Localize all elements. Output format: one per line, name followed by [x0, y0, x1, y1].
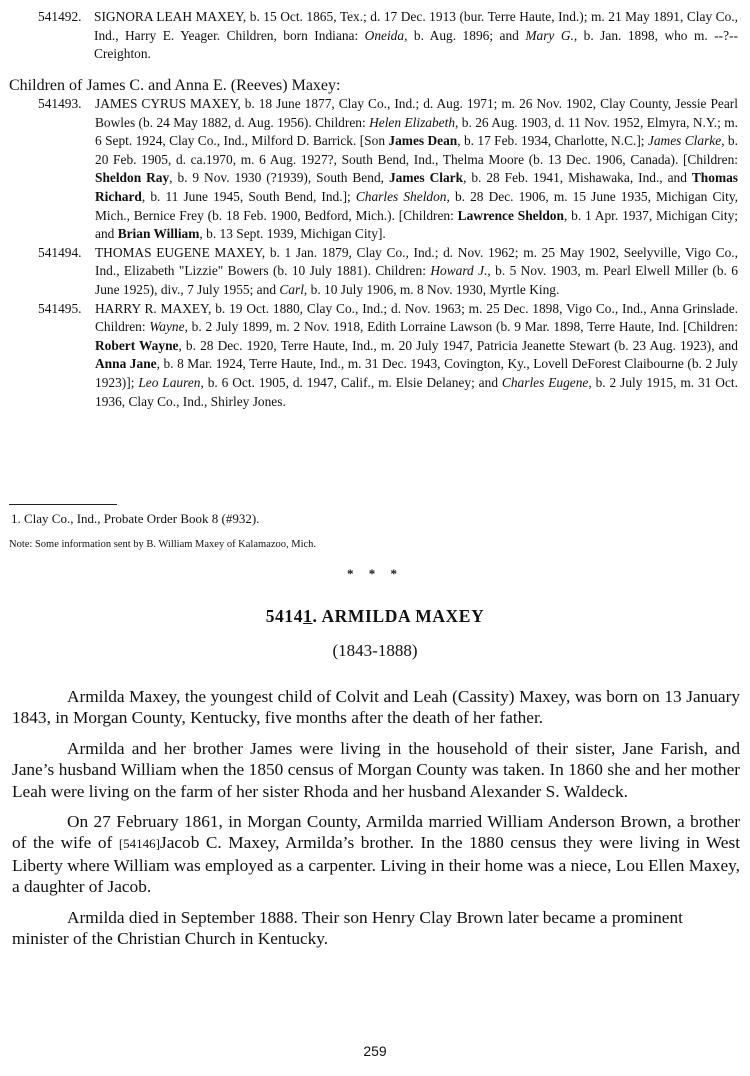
entry-number: 541492. [38, 9, 82, 24]
section-body [12, 686, 740, 958]
section-number-underlined: 1 [303, 606, 313, 626]
genealogy-entry-541493 [38, 95, 738, 244]
body-paragraph: Armilda died in September 1888. Their son Henry Clay Brown later became a prominent minister of the Christian Church in Kentucky. [12, 907, 683, 949]
footnote-rule [9, 504, 117, 505]
genealogy-entry-541494 [38, 244, 738, 300]
footnote: 1. Clay Co., Ind., Probate Order Book 8 (#932). [11, 511, 260, 526]
section-separator: * * * [347, 566, 403, 581]
genealogy-entry-541492 [38, 8, 738, 64]
body-paragraph: Armilda Maxey, the youngest child of Colvit and Leah (Cassity) Maxey, was born on 13 January 1843, in Morgan County, Kentucky, five months after the death of her father. [12, 687, 740, 728]
entry-number: 541494. [38, 244, 82, 260]
section-title [0, 606, 750, 627]
section-years: (1843-1888) [332, 641, 418, 660]
page-number: 259 [363, 1043, 387, 1059]
entry-text: HARRY R. MAXEY, b. 19 Oct. 1880, Clay Co., Ind.; d. Nov. 1963; m. 25 Dec. 1898, Vigo Co., Ind., Anna Grinslade. Children: Wayne, b. 2 July 1899, m. 2 Nov. 1918, Edith Lorraine Lawson (b. 9 Mar. 1898, Terre Haute, Ind. [Children: Robert Wayne, b. 28 Dec. 1920, Terre Haute, Ind., m. 20 July 1947, Patricia Jeanette Stewart (b. 23 Aug. 1923), and Anna Jane, b. 8 Mar. 1924, Terre Haute, Ind., m. 31 Dec. 1943, Covington, Ky., Lovell DeForest Claibourne (b. 2 July 1923)]; Leo Lauren, b. 6 Oct. 1905, d. 1947, Calif., m. Elsie Delaney; and Charles Eugene, b. 2 July 1915, m. 31 Oct. 1936, Clay Co., Ind., Shirley Jones. [95, 300, 739, 409]
body-paragraph: On 27 February 1861, in Morgan County, Armilda married William Anderson Brown, a brother of the wife of [54146]Jacob C. Maxey, Armilda’s brother. In the 1880 census they were living in West Liberty where William was employed as a carpenter. Living in their home was a niece, Lou Ellen Maxey, a daughter of Jacob. [12, 812, 740, 897]
section-title-text: . ARMILDA MAXEY [312, 606, 485, 626]
entry-text: SIGNORA LEAH MAXEY, b. 15 Oct. 1865, Tex.; d. 17 Dec. 1913 (bur. Terre Haute, Ind.); m. 21 May 1891, Clay Co., Ind., Harry E. Yeager. Children, born Indiana: Oneida, b. Aug. 1896; and Mary G., b. Jan. 1898, who m. --?-- Creighton. [94, 9, 738, 62]
section-number-prefix: 5414 [265, 606, 304, 626]
source-note: Note: Some information sent by B. William Maxey of Kalamazoo, Mich. [9, 539, 317, 550]
body-paragraph: Armilda and her brother James were living in the household of their sister, Jane Farish, and Jane’s husband William when the 1850 census of Morgan County was taken. In 1860 she and her mother Leah were living on the farm of her sister Rhoda and her husband Alexander S. Waldeck. [12, 738, 740, 801]
entry-number: 541495. [38, 300, 82, 316]
children-heading: Children of James C. and Anna E. (Reeves) Maxey: [9, 77, 341, 94]
children-list [38, 95, 738, 411]
entry-text: THOMAS EUGENE MAXEY, b. 1 Jan. 1879, Clay Co., Ind.; d. Nov. 1962; m. 25 May 1902, Seelyville, Vigo Co., Ind., Elizabeth "Lizzie" Bowers (b. 10 July 1881). Children: Howard J., b. 5 Nov. 1903, m. Pearl Elwell Miller (b. 6 June 1925), div., 7 July 1955; and Carl, b. 10 July 1906, m. 8 Nov. 1930, Myrtle King. [95, 244, 738, 297]
genealogy-entry-541495 [38, 300, 738, 412]
entry-text: JAMES CYRUS MAXEY, b. 18 June 1877, Clay Co., Ind.; d. Aug. 1971; m. 26 Nov. 1902, Clay County, Jessie Pearl Bowles (b. 24 May 1882, d. Aug. 1956). Children: Helen Elizabeth, b. 26 Aug. 1903, d. 11 Nov. 1952, Elmyra, N.Y.; m. 6 Sept. 1924, Clay Co., Ind., Milford D. Barrick. [Son James Dean, b. 17 Feb. 1934, Charlotte, N.C.]; James Clarke, b. 20 Feb. 1905, d. ca.1970, m. 6 Aug. 1927?, South Bend, Ind., Thelma Moore (b. 13 Dec. 1906, Canada). [Children: Sheldon Ray, b. 9 Nov. 1930 (?1939), South Bend, James Clark, b. 28 Feb. 1941, Mishawaka, Ind., and Thomas Richard, b. 11 June 1945, South Bend, Ind.]; Charles Sheldon, b. 28 Dec. 1906, m. 15 June 1935, Michigan City, Mich., Bernice Frey (b. 18 Feb. 1900, Bedford, Mich.). [Children: Lawrence Sheldon, b. 1 Apr. 1937, Michigan City; and Brian William, b. 13 Sept. 1939, Michigan City]. [95, 96, 739, 242]
entry-number: 541493. [38, 96, 82, 111]
